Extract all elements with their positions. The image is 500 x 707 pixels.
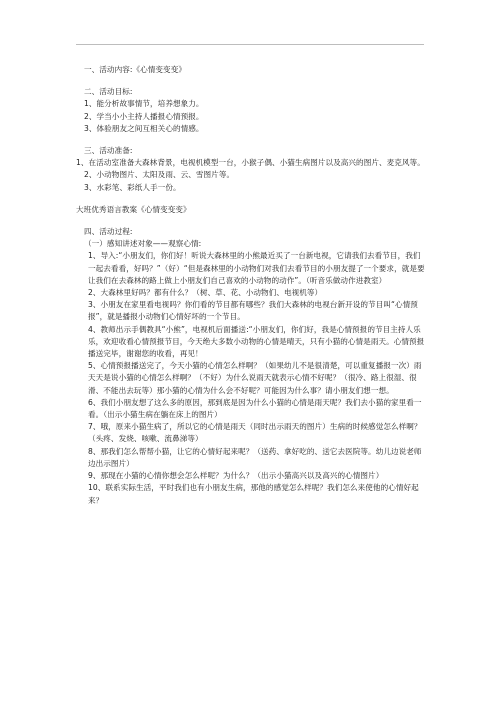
goal-item: 1、能分析故事情节，培养想象力。 [84, 99, 204, 109]
process-subtitle: （一）感知讲述对象——观察心情: [84, 239, 202, 249]
process-item: 5、心情预报播送完了，今天小猫的心情怎么样啊？（如果幼儿不是很清楚，可以重复播报一次）雨天天是说小猫的心情怎么样啊？（不好）为什么说雨天就表示心情不好呢？（很冷、路上很湿、很滑、不能出去玩等）那小猫的心情为什么会不好呢？可能因为什么事？请小朋友们想一想。 [88, 361, 422, 395]
document-body [76, 64, 426, 507]
preparation-item: 3、水彩笔、彩纸人手一份。 [84, 182, 181, 192]
goal-item: 3、体验朋友之间互相关心的情感。 [84, 123, 204, 133]
preparation-item: 2、小动物图片、太阳及雨、云、雪图片等。 [84, 170, 235, 180]
goal-item: 2、学当小小主持人播报心情预报。 [84, 111, 204, 121]
process-item: 8、那我们怎么帮帮小猫，让它的心情好起来呢？（送药、拿好吃的、送它去医院等。幼儿边说老师边出示图片） [88, 446, 422, 468]
process-item: 10、联系实际生活，平时我们也有小朋友生病，那他的感觉怎么样呢？我们怎么来使他的心情好起来？ [88, 483, 419, 505]
process-item: 6、我们小朋友想了这么多的原因，那到底是因为什么小猫的心情是雨天呢？我们去小猫的家里看一看。（出示小猫生病在躺在床上的图片） [88, 397, 422, 420]
process-item: 2、大森林里好吗？都有什么？（树、草、花、小动物们、电视机等） [88, 288, 323, 298]
document-title: 大班优秀语言教案《心情变变变》 [76, 204, 191, 214]
process-item: 4、教师出示手偶教具“小熊”，电视机后面播送:“小朋友们，你们好，我是心情预报的节目主持人乐乐，欢迎收看心情预报节目，今天绝大多数小动物的心情是晴天，只有小猫的心情是雨天。心情预报播送完毕，谢谢您的收看，再见！ [88, 324, 425, 359]
section-goals-title: 二、活动目标: [84, 87, 133, 97]
process-item: 3、小朋友在家里看电视吗？你们看的节目都有哪些？我们大森林的电视台新开设的节目叫“心情预报”，就是播报小动物们心情好坏的一个节目。 [88, 300, 418, 322]
section-activity-content: 一、活动内容:《心情变变变》 [84, 65, 186, 74]
process-item: 1、导入:“小朋友们，你们好！听说大森林里的小熊最近买了一台新电视，它请我们去看节目，我们一起去看看，好吗？”（好）“但是森林里的小动物们对我们去看节目的小朋友提了一个要求，就是要让我们在去森林的路上做上小朋友们自己喜欢的小动物的动作”。（听音乐做动作进教室） [88, 251, 425, 285]
process-item: 7、哦，原来小猫生病了，所以它的心情是雨天（同时出示雨天的图片）生病的时候感觉怎么样啊？（头疼、发烧、咳嗽、流鼻涕等） [88, 422, 422, 444]
section-preparation-title: 三、活动准备: [84, 146, 133, 156]
process-item: 9、那现在小猫的心情你想会怎么样呢？为什么？（出示小猫高兴以及高兴的心情图片） [88, 471, 384, 481]
preparation-item: 1、在活动室准备大森林背景，电视机模型一台，小猴子偶、小猫生病图片以及高兴的图片、麦克风等。 [76, 158, 425, 168]
section-process-title: 四、活动过程: [84, 227, 133, 237]
header-rule [76, 44, 424, 45]
